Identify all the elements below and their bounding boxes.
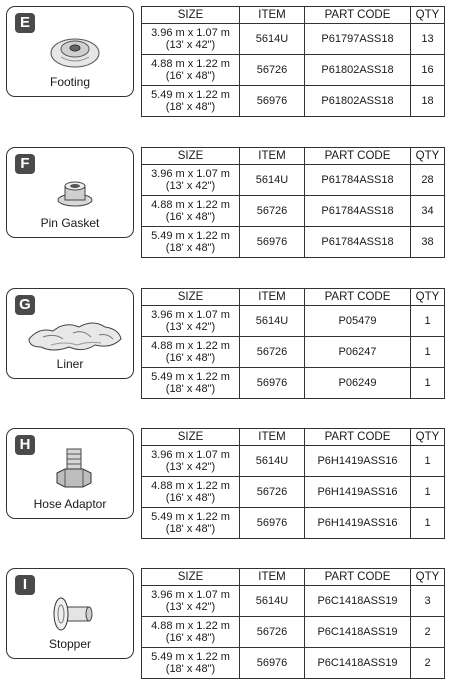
qty-cell: 1 [411, 446, 445, 477]
qty-cell: 1 [411, 477, 445, 508]
item-cell: 5614U [240, 306, 305, 337]
part-letter-badge: G [15, 295, 35, 315]
table-header-row [142, 7, 445, 24]
part-name: Pin Gasket [40, 216, 100, 230]
item-cell: 56976 [240, 508, 305, 539]
part-code-cell: P61802ASS18 [305, 86, 411, 117]
col-header-item: ITEM [240, 569, 305, 586]
item-cell: 5614U [240, 586, 305, 617]
qty-cell: 1 [411, 508, 445, 539]
part-code-cell: P61784ASS18 [305, 196, 411, 227]
table-row [142, 508, 445, 539]
size-cell: 5.49 m x 1.22 m (18' x 48") [142, 368, 240, 399]
table-row [142, 648, 445, 679]
part-card-footing [6, 6, 134, 97]
col-header-size: SIZE [142, 148, 240, 165]
size-cell: 5.49 m x 1.22 m (18' x 48") [142, 508, 240, 539]
item-cell: 56976 [240, 368, 305, 399]
col-header-size: SIZE [142, 569, 240, 586]
qty-cell: 2 [411, 648, 445, 679]
size-cell: 3.96 m x 1.07 m (13' x 42") [142, 446, 240, 477]
qty-cell: 16 [411, 55, 445, 86]
item-cell: 56726 [240, 337, 305, 368]
part-code-cell: P61784ASS18 [305, 165, 411, 196]
size-cell: 3.96 m x 1.07 m (13' x 42") [142, 165, 240, 196]
section-footing [6, 6, 444, 130]
size-cell: 4.88 m x 1.22 m (16' x 48") [142, 196, 240, 227]
size-cell: 3.96 m x 1.07 m (13' x 42") [142, 306, 240, 337]
col-header-part-code: PART CODE [305, 569, 411, 586]
qty-cell: 1 [411, 368, 445, 399]
table-row [142, 227, 445, 258]
size-cell: 5.49 m x 1.22 m (18' x 48") [142, 648, 240, 679]
liner-icon [21, 305, 125, 357]
parts-table-hose-adaptor [141, 428, 445, 539]
part-code-cell: P6H1419ASS16 [305, 477, 411, 508]
size-cell: 4.88 m x 1.22 m (16' x 48") [142, 617, 240, 648]
col-header-size: SIZE [142, 7, 240, 24]
table-row [142, 586, 445, 617]
part-code-cell: P6C1418ASS19 [305, 617, 411, 648]
table-header-row [142, 429, 445, 446]
part-letter-badge: F [15, 154, 35, 174]
section-hose-adaptor [6, 428, 444, 552]
table-header-row [142, 289, 445, 306]
col-header-size: SIZE [142, 289, 240, 306]
table-row [142, 196, 445, 227]
size-cell: 4.88 m x 1.22 m (16' x 48") [142, 337, 240, 368]
pin-gasket-icon [21, 164, 125, 216]
col-header-item: ITEM [240, 429, 305, 446]
col-header-qty: QTY [411, 148, 445, 165]
table-row [142, 477, 445, 508]
table-row [142, 337, 445, 368]
item-cell: 5614U [240, 165, 305, 196]
parts-table-stopper [141, 568, 445, 679]
col-header-qty: QTY [411, 569, 445, 586]
qty-cell: 34 [411, 196, 445, 227]
table-row [142, 165, 445, 196]
col-header-item: ITEM [240, 148, 305, 165]
part-code-cell: P6H1419ASS16 [305, 508, 411, 539]
table-row [142, 368, 445, 399]
col-header-qty: QTY [411, 7, 445, 24]
part-name: Hose Adaptor [33, 497, 107, 511]
col-header-size: SIZE [142, 429, 240, 446]
col-header-qty: QTY [411, 429, 445, 446]
item-cell: 56976 [240, 86, 305, 117]
size-cell: 5.49 m x 1.22 m (18' x 48") [142, 86, 240, 117]
part-code-cell: P6C1418ASS19 [305, 648, 411, 679]
size-cell: 4.88 m x 1.22 m (16' x 48") [142, 477, 240, 508]
section-pin-gasket [6, 147, 444, 271]
item-cell: 5614U [240, 446, 305, 477]
footing-icon [21, 23, 125, 75]
qty-cell: 18 [411, 86, 445, 117]
part-letter-badge: I [15, 575, 35, 595]
size-cell: 3.96 m x 1.07 m (13' x 42") [142, 586, 240, 617]
qty-cell: 2 [411, 617, 445, 648]
table-row [142, 24, 445, 55]
part-letter-badge: H [15, 435, 35, 455]
section-stopper [6, 568, 444, 692]
part-card-stopper [6, 568, 134, 659]
table-header-row [142, 569, 445, 586]
col-header-item: ITEM [240, 289, 305, 306]
size-cell: 3.96 m x 1.07 m (13' x 42") [142, 24, 240, 55]
part-code-cell: P61802ASS18 [305, 55, 411, 86]
part-code-cell: P05479 [305, 306, 411, 337]
qty-cell: 38 [411, 227, 445, 258]
col-header-part-code: PART CODE [305, 429, 411, 446]
parts-table-footing [141, 6, 445, 117]
part-code-cell: P06249 [305, 368, 411, 399]
part-name: Stopper [48, 637, 92, 651]
qty-cell: 28 [411, 165, 445, 196]
item-cell: 56976 [240, 648, 305, 679]
table-row [142, 617, 445, 648]
item-cell: 56726 [240, 617, 305, 648]
part-card-hose-adaptor [6, 428, 134, 519]
item-cell: 5614U [240, 24, 305, 55]
part-name: Footing [49, 75, 91, 89]
col-header-part-code: PART CODE [305, 7, 411, 24]
hose-adaptor-icon [21, 445, 125, 497]
item-cell: 56726 [240, 196, 305, 227]
parts-table-liner [141, 288, 445, 399]
col-header-part-code: PART CODE [305, 289, 411, 306]
qty-cell: 1 [411, 337, 445, 368]
part-letter-badge: E [15, 13, 35, 33]
size-cell: 5.49 m x 1.22 m (18' x 48") [142, 227, 240, 258]
col-header-qty: QTY [411, 289, 445, 306]
part-code-cell: P61797ASS18 [305, 24, 411, 55]
qty-cell: 13 [411, 24, 445, 55]
table-row [142, 86, 445, 117]
item-cell: 56726 [240, 477, 305, 508]
item-cell: 56976 [240, 227, 305, 258]
part-card-pin-gasket [6, 147, 134, 238]
size-cell: 4.88 m x 1.22 m (16' x 48") [142, 55, 240, 86]
table-row [142, 55, 445, 86]
stopper-icon [21, 585, 125, 637]
section-liner [6, 288, 444, 412]
table-row [142, 306, 445, 337]
col-header-part-code: PART CODE [305, 148, 411, 165]
part-code-cell: P06247 [305, 337, 411, 368]
part-card-liner [6, 288, 134, 379]
qty-cell: 1 [411, 306, 445, 337]
part-name: Liner [56, 357, 84, 371]
table-row [142, 446, 445, 477]
table-header-row [142, 148, 445, 165]
parts-table-pin-gasket [141, 147, 445, 258]
col-header-item: ITEM [240, 7, 305, 24]
qty-cell: 3 [411, 586, 445, 617]
part-code-cell: P6C1418ASS19 [305, 586, 411, 617]
item-cell: 56726 [240, 55, 305, 86]
part-code-cell: P6H1419ASS16 [305, 446, 411, 477]
part-code-cell: P61784ASS18 [305, 227, 411, 258]
